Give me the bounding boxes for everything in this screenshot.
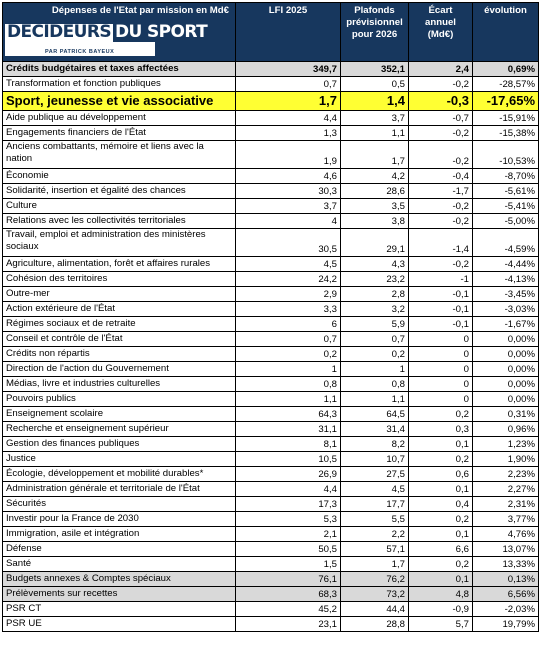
plafond-2026-cell: 3,8 bbox=[341, 214, 409, 229]
table-row bbox=[3, 602, 539, 617]
ecart-cell: 0 bbox=[409, 332, 473, 347]
logo-wordmark: DÉCIDEURS DU SPORT bbox=[7, 22, 208, 42]
ecart-cell: 0 bbox=[409, 347, 473, 362]
table-row bbox=[3, 377, 539, 392]
evolution-cell: -28,57% bbox=[473, 77, 539, 92]
evolution-cell: -5,41% bbox=[473, 199, 539, 214]
mission-cell: Gestion des finances publiques bbox=[3, 437, 236, 452]
lfi-2025-cell: 4 bbox=[236, 214, 341, 229]
evolution-cell: -17,65% bbox=[473, 92, 539, 111]
ecart-cell: 0,1 bbox=[409, 572, 473, 587]
plafond-2026-cell: 28,8 bbox=[341, 617, 409, 632]
header-mission bbox=[3, 3, 236, 62]
lfi-2025-cell: 76,1 bbox=[236, 572, 341, 587]
header-lfi-2025: LFI 2025 bbox=[236, 3, 341, 62]
plafond-2026-cell: 1,1 bbox=[341, 126, 409, 141]
ecart-cell: 6,6 bbox=[409, 542, 473, 557]
header-evolution: évolution bbox=[473, 3, 539, 62]
ecart-cell: 0,2 bbox=[409, 512, 473, 527]
plafond-2026-cell: 3,5 bbox=[341, 199, 409, 214]
table-row bbox=[3, 437, 539, 452]
mission-cell: PSR UE bbox=[3, 617, 236, 632]
table-row bbox=[3, 317, 539, 332]
evolution-cell: -1,67% bbox=[473, 317, 539, 332]
mission-cell: Crédits non répartis bbox=[3, 347, 236, 362]
table-row bbox=[3, 92, 539, 111]
table-row bbox=[3, 407, 539, 422]
lfi-2025-cell: 17,3 bbox=[236, 497, 341, 512]
evolution-cell: 0,00% bbox=[473, 392, 539, 407]
ecart-cell: -0,4 bbox=[409, 169, 473, 184]
lfi-2025-cell: 4,6 bbox=[236, 169, 341, 184]
budget-table-container bbox=[2, 2, 538, 632]
evolution-cell: 0,96% bbox=[473, 422, 539, 437]
ecart-cell: 0 bbox=[409, 362, 473, 377]
budget-table bbox=[2, 2, 539, 632]
plafond-2026-cell: 23,2 bbox=[341, 272, 409, 287]
ecart-cell: 0,1 bbox=[409, 437, 473, 452]
mission-cell: Immigration, asile et intégration bbox=[3, 527, 236, 542]
lfi-2025-cell: 1 bbox=[236, 362, 341, 377]
lfi-2025-cell: 5,3 bbox=[236, 512, 341, 527]
plafond-2026-cell: 0,5 bbox=[341, 77, 409, 92]
table-row bbox=[3, 572, 539, 587]
mission-cell: Crédits budgétaires et taxes affectées bbox=[3, 62, 236, 77]
mission-cell: PSR CT bbox=[3, 602, 236, 617]
evolution-cell: 6,56% bbox=[473, 587, 539, 602]
mission-cell: Administration générale et territoriale de l'État bbox=[3, 482, 236, 497]
plafond-2026-cell: 1,1 bbox=[341, 392, 409, 407]
plafond-2026-cell: 29,1 bbox=[341, 229, 409, 257]
mission-cell: Anciens combattants, mémoire et liens avec la nation bbox=[3, 141, 236, 169]
lfi-2025-cell: 10,5 bbox=[236, 452, 341, 467]
lfi-2025-cell: 0,8 bbox=[236, 377, 341, 392]
plafond-2026-cell: 1 bbox=[341, 362, 409, 377]
ecart-cell: 0,2 bbox=[409, 452, 473, 467]
lfi-2025-cell: 68,3 bbox=[236, 587, 341, 602]
evolution-cell: 0,00% bbox=[473, 332, 539, 347]
ecart-cell: 0,2 bbox=[409, 557, 473, 572]
ecart-cell: -0,1 bbox=[409, 317, 473, 332]
mission-cell: Recherche et enseignement supérieur bbox=[3, 422, 236, 437]
plafond-2026-cell: 1,4 bbox=[341, 92, 409, 111]
plafond-2026-cell: 27,5 bbox=[341, 467, 409, 482]
mission-cell: Défense bbox=[3, 542, 236, 557]
lfi-2025-cell: 2,9 bbox=[236, 287, 341, 302]
plafond-2026-cell: 1,7 bbox=[341, 557, 409, 572]
evolution-cell: -3,03% bbox=[473, 302, 539, 317]
plafond-2026-cell: 0,7 bbox=[341, 332, 409, 347]
table-row bbox=[3, 287, 539, 302]
ecart-cell: 0,6 bbox=[409, 467, 473, 482]
evolution-cell: -2,03% bbox=[473, 602, 539, 617]
header-ecart-annuel: Écart annuel (Md€) bbox=[409, 3, 473, 62]
evolution-cell: 0,00% bbox=[473, 347, 539, 362]
ecart-cell: 0 bbox=[409, 392, 473, 407]
ecart-cell: -0,2 bbox=[409, 214, 473, 229]
table-row bbox=[3, 557, 539, 572]
mission-cell: Sécurités bbox=[3, 497, 236, 512]
ecart-cell: -0,2 bbox=[409, 141, 473, 169]
lfi-2025-cell: 50,5 bbox=[236, 542, 341, 557]
header-row bbox=[3, 3, 539, 62]
mission-cell: Solidarité, insertion et égalité des chances bbox=[3, 184, 236, 199]
evolution-cell: 1,23% bbox=[473, 437, 539, 452]
evolution-cell: 0,00% bbox=[473, 377, 539, 392]
ecart-cell: -0,7 bbox=[409, 111, 473, 126]
ecart-cell: 0,2 bbox=[409, 407, 473, 422]
table-body bbox=[3, 62, 539, 632]
plafond-2026-cell: 0,8 bbox=[341, 377, 409, 392]
plafond-2026-cell: 5,9 bbox=[341, 317, 409, 332]
lfi-2025-cell: 30,3 bbox=[236, 184, 341, 199]
table-row bbox=[3, 126, 539, 141]
lfi-2025-cell: 45,2 bbox=[236, 602, 341, 617]
table-row bbox=[3, 512, 539, 527]
ecart-cell: -0,2 bbox=[409, 199, 473, 214]
lfi-2025-cell: 3,7 bbox=[236, 199, 341, 214]
lfi-2025-cell: 8,1 bbox=[236, 437, 341, 452]
plafond-2026-cell: 352,1 bbox=[341, 62, 409, 77]
lfi-2025-cell: 0,7 bbox=[236, 77, 341, 92]
mission-cell: Direction de l'action du Gouvernement bbox=[3, 362, 236, 377]
table-row bbox=[3, 169, 539, 184]
evolution-cell: 2,23% bbox=[473, 467, 539, 482]
table-row bbox=[3, 62, 539, 77]
table-row bbox=[3, 482, 539, 497]
evolution-cell: 2,31% bbox=[473, 497, 539, 512]
table-row bbox=[3, 141, 539, 169]
table-row bbox=[3, 111, 539, 126]
lfi-2025-cell: 1,7 bbox=[236, 92, 341, 111]
lfi-2025-cell: 4,4 bbox=[236, 482, 341, 497]
mission-cell: Culture bbox=[3, 199, 236, 214]
plafond-2026-cell: 4,3 bbox=[341, 257, 409, 272]
plafond-2026-cell: 31,4 bbox=[341, 422, 409, 437]
ecart-cell: -0,2 bbox=[409, 126, 473, 141]
header-plafonds-2026: Plafonds prévisionnel pour 2026 bbox=[341, 3, 409, 62]
mission-cell: Outre-mer bbox=[3, 287, 236, 302]
evolution-cell: -3,45% bbox=[473, 287, 539, 302]
ecart-cell: -1 bbox=[409, 272, 473, 287]
lfi-2025-cell: 2,1 bbox=[236, 527, 341, 542]
evolution-cell: -8,70% bbox=[473, 169, 539, 184]
ecart-cell: 0,1 bbox=[409, 482, 473, 497]
plafond-2026-cell: 76,2 bbox=[341, 572, 409, 587]
mission-cell: Aide publique au développement bbox=[3, 111, 236, 126]
mission-cell: Enseignement scolaire bbox=[3, 407, 236, 422]
evolution-cell: 0,31% bbox=[473, 407, 539, 422]
ecart-cell: -0,3 bbox=[409, 92, 473, 111]
table-title: Dépenses de l'Etat par mission en Md€ bbox=[51, 5, 229, 16]
ecart-cell: 2,4 bbox=[409, 62, 473, 77]
plafond-2026-cell: 28,6 bbox=[341, 184, 409, 199]
logo-tagline: PAR PATRICK BAYEUX bbox=[45, 49, 115, 55]
table-row bbox=[3, 184, 539, 199]
lfi-2025-cell: 23,1 bbox=[236, 617, 341, 632]
table-row bbox=[3, 77, 539, 92]
evolution-cell: -15,91% bbox=[473, 111, 539, 126]
table-row bbox=[3, 497, 539, 512]
plafond-2026-cell: 17,7 bbox=[341, 497, 409, 512]
mission-cell: Médias, livre et industries culturelles bbox=[3, 377, 236, 392]
evolution-cell: 13,07% bbox=[473, 542, 539, 557]
table-row bbox=[3, 229, 539, 257]
mission-cell: Action extérieure de l'État bbox=[3, 302, 236, 317]
plafond-2026-cell: 1,7 bbox=[341, 141, 409, 169]
ecart-cell: -1,4 bbox=[409, 229, 473, 257]
table-row bbox=[3, 587, 539, 602]
ecart-cell: 4,8 bbox=[409, 587, 473, 602]
lfi-2025-cell: 1,5 bbox=[236, 557, 341, 572]
plafond-2026-cell: 2,8 bbox=[341, 287, 409, 302]
ecart-cell: 0,1 bbox=[409, 527, 473, 542]
table-row bbox=[3, 214, 539, 229]
mission-cell: Engagements financiers de l'État bbox=[3, 126, 236, 141]
ecart-cell: 0,3 bbox=[409, 422, 473, 437]
mission-cell: Écologie, développement et mobilité durables* bbox=[3, 467, 236, 482]
plafond-2026-cell: 0,2 bbox=[341, 347, 409, 362]
evolution-cell: 3,77% bbox=[473, 512, 539, 527]
table-row bbox=[3, 452, 539, 467]
lfi-2025-cell: 0,2 bbox=[236, 347, 341, 362]
logo bbox=[5, 22, 208, 56]
mission-cell: Régimes sociaux et de retraite bbox=[3, 317, 236, 332]
table-row bbox=[3, 542, 539, 557]
mission-cell: Relations avec les collectivités territoriales bbox=[3, 214, 236, 229]
evolution-cell: 4,76% bbox=[473, 527, 539, 542]
evolution-cell: -15,38% bbox=[473, 126, 539, 141]
plafond-2026-cell: 4,5 bbox=[341, 482, 409, 497]
table-row bbox=[3, 422, 539, 437]
plafond-2026-cell: 73,2 bbox=[341, 587, 409, 602]
mission-cell: Économie bbox=[3, 169, 236, 184]
plafond-2026-cell: 3,2 bbox=[341, 302, 409, 317]
lfi-2025-cell: 0,7 bbox=[236, 332, 341, 347]
mission-cell: Pouvoirs publics bbox=[3, 392, 236, 407]
mission-cell: Justice bbox=[3, 452, 236, 467]
lfi-2025-cell: 349,7 bbox=[236, 62, 341, 77]
table-row bbox=[3, 362, 539, 377]
evolution-cell: 0,69% bbox=[473, 62, 539, 77]
lfi-2025-cell: 6 bbox=[236, 317, 341, 332]
lfi-2025-cell: 3,3 bbox=[236, 302, 341, 317]
mission-cell: Agriculture, alimentation, forêt et affaires rurales bbox=[3, 257, 236, 272]
plafond-2026-cell: 5,5 bbox=[341, 512, 409, 527]
table-row bbox=[3, 617, 539, 632]
lfi-2025-cell: 1,9 bbox=[236, 141, 341, 169]
evolution-cell: -10,53% bbox=[473, 141, 539, 169]
table-row bbox=[3, 527, 539, 542]
plafond-2026-cell: 4,2 bbox=[341, 169, 409, 184]
evolution-cell: 2,27% bbox=[473, 482, 539, 497]
lfi-2025-cell: 4,5 bbox=[236, 257, 341, 272]
mission-cell: Conseil et contrôle de l'État bbox=[3, 332, 236, 347]
ecart-cell: -0,1 bbox=[409, 287, 473, 302]
evolution-cell: 19,79% bbox=[473, 617, 539, 632]
plafond-2026-cell: 44,4 bbox=[341, 602, 409, 617]
evolution-cell: 0,13% bbox=[473, 572, 539, 587]
plafond-2026-cell: 2,2 bbox=[341, 527, 409, 542]
mission-cell: Investir pour la France de 2030 bbox=[3, 512, 236, 527]
table-row bbox=[3, 302, 539, 317]
plafond-2026-cell: 8,2 bbox=[341, 437, 409, 452]
lfi-2025-cell: 30,5 bbox=[236, 229, 341, 257]
mission-cell: Prélèvements sur recettes bbox=[3, 587, 236, 602]
mission-cell: Budgets annexes & Comptes spéciaux bbox=[3, 572, 236, 587]
ecart-cell: 5,7 bbox=[409, 617, 473, 632]
table-row bbox=[3, 347, 539, 362]
evolution-cell: 13,33% bbox=[473, 557, 539, 572]
lfi-2025-cell: 26,9 bbox=[236, 467, 341, 482]
lfi-2025-cell: 4,4 bbox=[236, 111, 341, 126]
plafond-2026-cell: 3,7 bbox=[341, 111, 409, 126]
ecart-cell: -0,2 bbox=[409, 77, 473, 92]
table-row bbox=[3, 272, 539, 287]
lfi-2025-cell: 64,3 bbox=[236, 407, 341, 422]
evolution-cell: -5,00% bbox=[473, 214, 539, 229]
mission-cell: Santé bbox=[3, 557, 236, 572]
lfi-2025-cell: 1,1 bbox=[236, 392, 341, 407]
table-row bbox=[3, 392, 539, 407]
ecart-cell: -1,7 bbox=[409, 184, 473, 199]
table-row bbox=[3, 199, 539, 214]
evolution-cell: -4,44% bbox=[473, 257, 539, 272]
plafond-2026-cell: 57,1 bbox=[341, 542, 409, 557]
table-row bbox=[3, 467, 539, 482]
evolution-cell: 0,00% bbox=[473, 362, 539, 377]
ecart-cell: 0 bbox=[409, 377, 473, 392]
lfi-2025-cell: 31,1 bbox=[236, 422, 341, 437]
plafond-2026-cell: 10,7 bbox=[341, 452, 409, 467]
mission-cell: Sport, jeunesse et vie associative bbox=[3, 92, 236, 111]
mission-cell: Cohésion des territoires bbox=[3, 272, 236, 287]
evolution-cell: 1,90% bbox=[473, 452, 539, 467]
lfi-2025-cell: 1,3 bbox=[236, 126, 341, 141]
evolution-cell: -5,61% bbox=[473, 184, 539, 199]
evolution-cell: -4,59% bbox=[473, 229, 539, 257]
ecart-cell: -0,1 bbox=[409, 302, 473, 317]
ecart-cell: -0,2 bbox=[409, 257, 473, 272]
plafond-2026-cell: 64,5 bbox=[341, 407, 409, 422]
evolution-cell: -4,13% bbox=[473, 272, 539, 287]
ecart-cell: 0,4 bbox=[409, 497, 473, 512]
table-row bbox=[3, 332, 539, 347]
lfi-2025-cell: 24,2 bbox=[236, 272, 341, 287]
ecart-cell: -0,9 bbox=[409, 602, 473, 617]
mission-cell: Transformation et fonction publiques bbox=[3, 77, 236, 92]
mission-cell: Travail, emploi et administration des ministères sociaux bbox=[3, 229, 236, 257]
table-row bbox=[3, 257, 539, 272]
